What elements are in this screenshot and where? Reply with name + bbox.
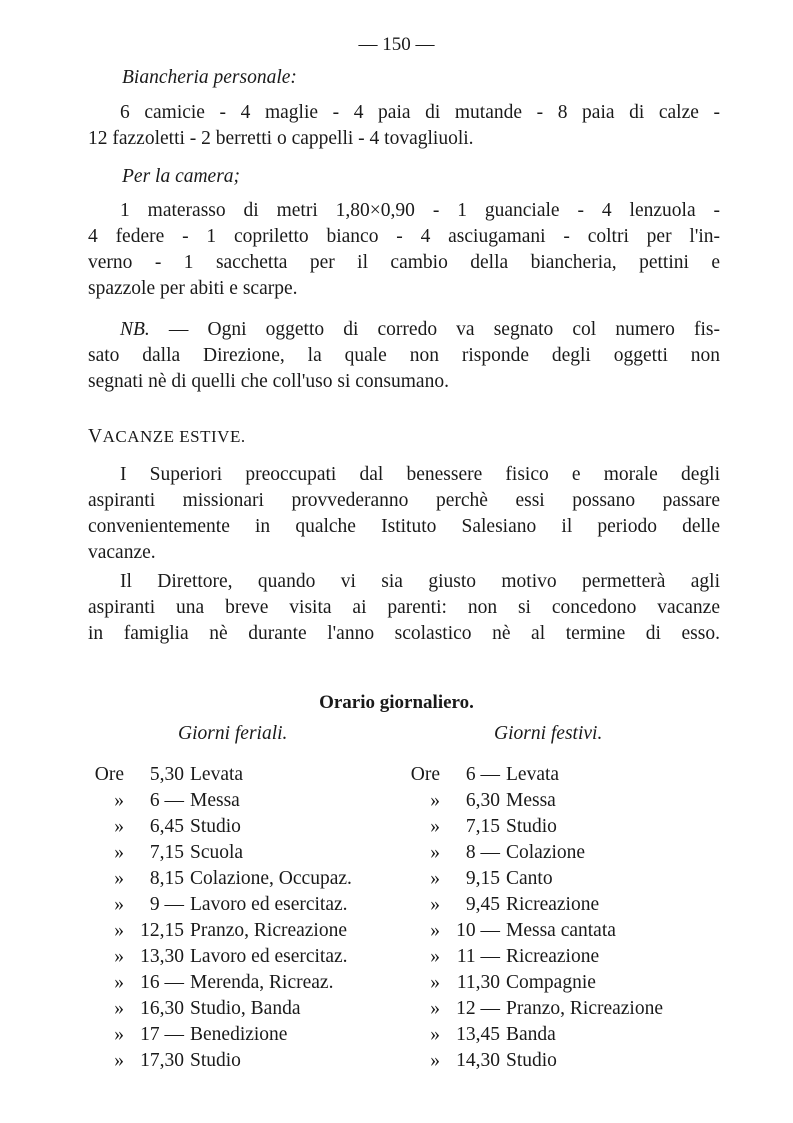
text-line: 6 camicie - 4 maglie - 4 paia di mutande - 8 paia di calze - [120, 102, 720, 123]
row-prefix: » [114, 946, 124, 967]
schedule-row [404, 762, 663, 788]
row-activity: Levata [190, 764, 244, 785]
row-time: 6 — [149, 790, 184, 811]
row-activity: Ricreazione [506, 894, 600, 915]
row-activity: Banda [506, 1024, 556, 1045]
orario-title: Orario giornaliero. [319, 692, 474, 713]
schedule-row [88, 944, 352, 970]
schedule-row [88, 814, 352, 840]
schedule-row [404, 814, 663, 840]
row-activity: Lavoro ed esercitaz. [190, 946, 348, 967]
nota-paragraph [88, 317, 720, 395]
row-prefix: » [430, 816, 440, 837]
schedule-row [88, 1048, 352, 1074]
text-line: aspiranti missionari provvederanno perchè essi possano passare [88, 490, 720, 511]
row-activity: Compagnie [506, 972, 596, 993]
schedule-row [404, 1022, 663, 1048]
festivi-heading: Giorni festivi. [494, 723, 603, 744]
text-line: in famiglia nè durante l'anno scolastico nè al termine di esso. [88, 623, 720, 644]
row-activity: Messa [506, 790, 556, 811]
row-prefix: » [114, 1050, 124, 1071]
schedule-row [404, 1048, 663, 1074]
row-prefix: » [114, 894, 124, 915]
text-line: spazzole per abiti e scarpe. [88, 278, 298, 299]
schedule-row [88, 866, 352, 892]
row-prefix: » [430, 972, 440, 993]
row-prefix: » [430, 920, 440, 941]
row-prefix: » [114, 972, 124, 993]
row-time: 6,30 [465, 790, 500, 811]
row-prefix: » [430, 998, 440, 1019]
row-activity: Studio [190, 816, 241, 837]
row-time: 16 — [140, 972, 184, 993]
nota-label: NB. [120, 319, 150, 340]
row-time: 9,15 [465, 868, 500, 889]
row-time: 8,15 [149, 868, 184, 889]
row-prefix: » [114, 998, 124, 1019]
feriali-heading: Giorni feriali. [178, 723, 288, 744]
row-time: 11,30 [456, 972, 500, 993]
row-time: 8 — [465, 842, 500, 863]
text-line: Il Direttore, quando vi sia giusto motivo permetterà agli [120, 571, 720, 592]
vacanze-paragraph-2 [88, 569, 720, 647]
row-activity: Studio [506, 816, 557, 837]
row-prefix: » [114, 842, 124, 863]
row-time: 17,30 [140, 1050, 184, 1071]
row-time: 12,15 [140, 920, 184, 941]
row-activity: Messa [190, 790, 240, 811]
row-time: 13,30 [140, 946, 184, 967]
row-prefix: » [114, 816, 124, 837]
text-line: 12 fazzoletti - 2 berretti o cappelli - 4 tovagliuoli. [88, 128, 474, 149]
festivi-schedule [404, 762, 663, 1074]
row-time: 6,45 [149, 816, 184, 837]
camera-paragraph [88, 198, 720, 302]
row-time: 17 — [140, 1024, 184, 1045]
row-prefix: » [430, 1050, 440, 1071]
row-activity: Colazione [506, 842, 586, 863]
row-time: 16,30 [140, 998, 184, 1019]
row-prefix: » [114, 790, 124, 811]
text-line: I Superiori preoccupati dal benessere fisico e morale degli [120, 464, 720, 485]
text-line: convenientemente in qualche Istituto Salesiano il periodo delle [88, 516, 720, 537]
text-line: verno - 1 sacchetta per il cambio della biancheria, pettini e [88, 252, 720, 273]
row-activity: Colazione, Occupaz. [190, 868, 352, 889]
schedule-row [404, 840, 663, 866]
row-prefix: » [430, 790, 440, 811]
row-time: 7,15 [465, 816, 500, 837]
heading-rest: ACANZE ESTIVE. [102, 427, 246, 446]
schedule-row [404, 970, 663, 996]
row-prefix: » [114, 868, 124, 889]
row-prefix: » [430, 1024, 440, 1045]
schedule-row [88, 788, 352, 814]
schedule-row [88, 762, 352, 788]
row-activity: Lavoro ed esercitaz. [190, 894, 348, 915]
row-time: 11 — [456, 946, 500, 967]
row-activity: Ricreazione [506, 946, 600, 967]
biancheria-heading: Biancheria personale: [122, 67, 297, 88]
text-line: sato dalla Direzione, la quale non risponde degli oggetti non [88, 345, 720, 366]
row-time: 12 — [456, 998, 500, 1019]
row-prefix: » [430, 894, 440, 915]
schedule-row [404, 788, 663, 814]
row-prefix: » [430, 842, 440, 863]
row-prefix: » [114, 1024, 124, 1045]
row-prefix: » [430, 946, 440, 967]
row-prefix: » [114, 920, 124, 941]
text-line: 4 federe - 1 copriletto bianco - 4 asciugamani - coltri per l'in- [88, 226, 720, 247]
row-activity: Merenda, Ricreaz. [190, 972, 334, 993]
row-activity: Messa cantata [506, 920, 616, 941]
row-prefix: Ore [410, 764, 440, 785]
row-activity: Levata [506, 764, 560, 785]
page-number: — 150 — [358, 34, 435, 55]
row-activity: Studio, Banda [190, 998, 301, 1019]
schedule-row [88, 840, 352, 866]
row-prefix: » [430, 868, 440, 889]
schedule-row [88, 970, 352, 996]
text-line [88, 317, 720, 343]
text-line: segnati nè di quelli che coll'uso si consumano. [88, 371, 449, 392]
row-time: 5,30 [149, 764, 184, 785]
schedule-row [88, 996, 352, 1022]
row-time: 9,45 [465, 894, 500, 915]
feriali-schedule [88, 762, 352, 1074]
schedule-row [88, 1022, 352, 1048]
row-activity: Canto [506, 868, 553, 889]
row-activity: Pranzo, Ricreazione [506, 998, 664, 1019]
row-activity: Scuola [190, 842, 244, 863]
row-time: 13,45 [456, 1024, 500, 1045]
schedule-row [404, 892, 663, 918]
vacanze-paragraph-1 [88, 462, 720, 566]
row-time: 14,30 [456, 1050, 500, 1071]
row-time: 6 — [465, 764, 500, 785]
row-activity: Pranzo, Ricreazione [190, 920, 348, 941]
camera-heading: Per la camera; [122, 166, 241, 187]
schedule-row [404, 918, 663, 944]
row-time: 7,15 [149, 842, 184, 863]
row-time: 10 — [456, 920, 500, 941]
schedule-row [88, 918, 352, 944]
row-time: 9 — [149, 894, 184, 915]
schedule-row [404, 996, 663, 1022]
row-activity: Studio [190, 1050, 241, 1071]
schedule-row [404, 944, 663, 970]
vacanze-heading [88, 426, 246, 448]
row-prefix: Ore [94, 764, 124, 785]
biancheria-paragraph [88, 100, 720, 152]
heading-initial: V [88, 426, 103, 447]
text-line: 1 materasso di metri 1,80×0,90 - 1 guanciale - 4 lenzuola - [120, 200, 720, 221]
schedule-row [88, 892, 352, 918]
text-line: vacanze. [88, 542, 156, 563]
text-line: aspiranti una breve visita ai parenti: non si concedono vacanze [88, 597, 720, 618]
schedule-row [404, 866, 663, 892]
nota-first-line: — Ogni oggetto di corredo va segnato col numero fis- [149, 319, 720, 340]
row-activity: Studio [506, 1050, 557, 1071]
row-activity: Benedizione [190, 1024, 288, 1045]
